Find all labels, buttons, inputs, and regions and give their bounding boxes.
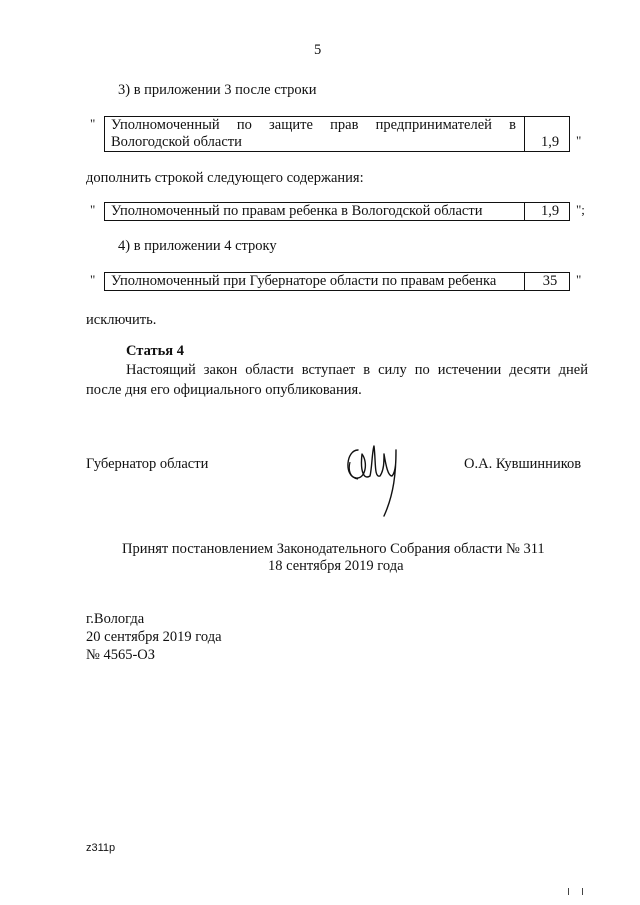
article-word: области [245, 362, 294, 378]
table1-word: по [236, 117, 252, 133]
table1-word: Уполномоченный [111, 117, 220, 133]
table1-label-line2: Вологодской области [111, 134, 242, 150]
table2-label: Уполномоченный по правам ребенка в Вологодской области [111, 203, 483, 219]
article-word: десяти [509, 362, 551, 378]
table1-word: в [509, 117, 516, 133]
table1-word: предпринимателей [375, 117, 492, 133]
item4-intro: 4) в приложении 4 строку [118, 238, 277, 254]
table3-open-quote: " [90, 272, 96, 287]
item3-intro: 3) в приложении 3 после строки [118, 82, 317, 98]
table3-close-quote: " [576, 272, 582, 287]
article-word: по [414, 362, 430, 378]
page-number: 5 [314, 42, 322, 58]
table3 [104, 272, 570, 291]
adopted-line2: 18 сентября 2019 года [268, 558, 404, 574]
place: г.Вологда [86, 611, 145, 627]
table1 [104, 116, 570, 152]
table1-word: прав [330, 117, 359, 133]
table1-value: 1,9 [540, 134, 560, 150]
article-word: Настоящий [126, 362, 196, 378]
article-word: силу [378, 362, 407, 378]
exclude-text: исключить. [86, 312, 157, 328]
footer-code: z311p [86, 842, 116, 854]
table1-open-quote: " [90, 116, 96, 131]
article-text-line1 [126, 362, 588, 379]
adopted-line1: Принят постановлением Законодательного Собрания области № 311 [122, 541, 545, 557]
article-title: Статья 4 [126, 343, 184, 359]
article-text-line2: после дня его официального опубликования. [86, 382, 362, 398]
table1-label-line1 [111, 117, 516, 134]
article-word: в [363, 362, 371, 378]
handwritten-signature [336, 432, 416, 520]
corner-marks [568, 888, 586, 896]
article-word: дней [558, 362, 588, 378]
supplement-text: дополнить строкой следующего содержания: [86, 170, 364, 186]
law-number: № 4565-ОЗ [86, 647, 156, 663]
table2-open-quote: " [90, 202, 96, 217]
governor-label: Губернатор области [86, 456, 209, 472]
article-word: закон [203, 362, 238, 378]
table1-close-quote: " [576, 133, 582, 148]
date: 20 сентября 2019 года [86, 629, 222, 645]
governor-name: О.А. Кувшинников [464, 456, 582, 472]
table1-word: защите [269, 117, 313, 133]
table3-label: Уполномоченный при Губернаторе области по правам ребенка [111, 273, 497, 289]
article-word: истечении [437, 362, 502, 378]
table2 [104, 202, 570, 221]
table2-close-quote: "; [576, 202, 585, 217]
article-word: вступает [301, 362, 356, 378]
table2-value: 1,9 [540, 203, 560, 219]
table3-value: 35 [542, 273, 558, 289]
